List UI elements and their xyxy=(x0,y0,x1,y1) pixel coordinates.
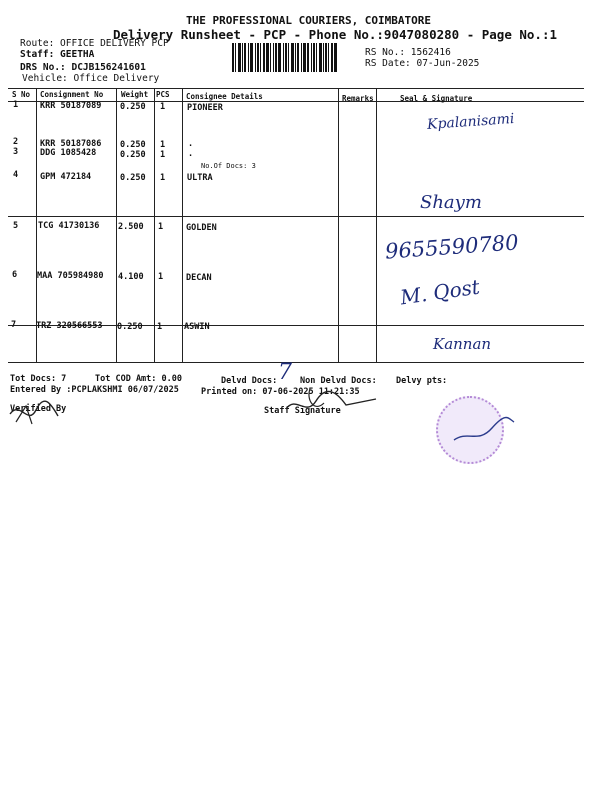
row-pcs: 1 xyxy=(158,272,164,282)
drs-number: DRS No.: DCJB156241601 xyxy=(20,62,146,73)
row-pcs: 1 xyxy=(160,140,166,150)
verified-by: Verified By xyxy=(10,404,67,414)
signature-row1: Kpalanisami xyxy=(426,110,515,134)
row-consignee: DECAN xyxy=(186,273,212,283)
col-header-seal: Seal & Signature xyxy=(400,94,473,103)
col-header-remarks: Remarks xyxy=(342,94,374,103)
row-pcs: 1 xyxy=(160,150,166,160)
row-sno: 4 xyxy=(13,170,19,180)
row-sno: 6 xyxy=(12,270,18,280)
vehicle-label: Vehicle: Office Delivery xyxy=(22,73,160,84)
staff-label: Staff: GEETHA xyxy=(20,49,95,60)
printed-on: Printed on: 07-06-2025 11:21:35 xyxy=(201,387,360,397)
row-consignment: KRR 50187086 xyxy=(40,139,102,149)
row-pcs: 1 xyxy=(157,322,163,332)
row-divider xyxy=(8,216,584,217)
col-header-pcs: PCS xyxy=(156,90,170,99)
row-pcs: 1 xyxy=(160,173,166,183)
row-weight: 0.250 xyxy=(120,102,146,112)
row-consignment: TRZ 320566553 xyxy=(36,321,103,331)
row-consignment: MAA 705984980 xyxy=(37,271,104,281)
row-consignee: . xyxy=(188,149,194,159)
runsheet-title: Delivery Runsheet - PCP - Phone No.:9047080280 - Page No.:1 xyxy=(113,27,558,42)
staff-signature-label: Staff Signature xyxy=(264,406,341,416)
table-bottom-rule xyxy=(8,362,584,363)
handwritten-phone: 9655590780 xyxy=(384,230,520,264)
col-divider xyxy=(338,88,339,362)
row-weight: 0.250 xyxy=(117,322,143,332)
col-header-consignee: Consignee Details xyxy=(186,92,263,101)
no-of-docs: No.Of Docs: 3 xyxy=(201,162,256,170)
row-sno: 7 xyxy=(11,320,17,330)
delivered-docs-value: 7 xyxy=(278,360,292,385)
row-pcs: 1 xyxy=(158,222,164,232)
company-name: THE PROFESSIONAL COURIERS, COIMBATORE xyxy=(186,14,432,27)
row-weight: 4.100 xyxy=(118,272,144,282)
row-consignee: ULTRA xyxy=(187,173,213,183)
row-consignment: DDG 1085428 xyxy=(40,148,97,158)
row-sno: 1 xyxy=(13,100,19,110)
row-consignment: TCG 41730136 xyxy=(38,221,100,231)
row-consignee: PIONEER xyxy=(187,103,223,113)
signature-row4: Shaym xyxy=(420,192,482,213)
col-header-consignment: Consignment No xyxy=(40,90,104,99)
rs-number: RS No.: 1562416 xyxy=(365,47,451,58)
table-top-rule xyxy=(8,88,584,89)
delivery-points-label: Delvy pts: xyxy=(396,376,448,386)
total-docs: Tot Docs: 7 xyxy=(10,374,67,384)
row-pcs: 1 xyxy=(160,102,166,112)
row-sno: 3 xyxy=(13,147,19,157)
col-divider xyxy=(182,88,183,362)
row-consignee: . xyxy=(188,139,194,149)
col-divider xyxy=(376,88,377,362)
total-cod-amount: Tot COD Amt: 0.00 xyxy=(95,374,182,384)
row-weight: 0.250 xyxy=(120,150,146,160)
non-delivered-docs-label: Non Delvd Docs: xyxy=(300,376,377,386)
row-sno: 5 xyxy=(13,221,19,231)
col-header-weight: Weight xyxy=(121,90,149,99)
signature-row7: Kannan xyxy=(433,335,492,353)
rs-date: RS Date: 07-Jun-2025 xyxy=(365,58,480,69)
delivered-docs-label: Delvd Docs: xyxy=(221,376,278,386)
row-sno: 2 xyxy=(13,137,19,147)
col-divider xyxy=(154,88,155,362)
row-consignee: ASWIN xyxy=(184,322,210,332)
col-divider xyxy=(116,88,117,362)
entered-by: Entered By :PCPLAKSHMI 06/07/2025 xyxy=(10,385,179,395)
seal-signature-scribble xyxy=(448,410,518,450)
barcode-graphic xyxy=(232,43,358,72)
row-weight: 2.500 xyxy=(118,222,144,232)
staff-signature-scribble xyxy=(280,385,380,421)
verifier-signature-scribble xyxy=(6,396,66,430)
row-consignee: GOLDEN xyxy=(186,223,217,233)
row-consignment: KRR 50187089 xyxy=(40,101,102,111)
row-consignment: GPM 472184 xyxy=(40,172,92,182)
route-label: Route: OFFICE DELIVERY PCP xyxy=(20,38,169,49)
signature-row6: M. Qost xyxy=(398,274,482,310)
row-weight: 0.250 xyxy=(120,140,146,150)
row-weight: 0.250 xyxy=(120,173,146,183)
col-header-sno: S No xyxy=(12,90,31,99)
